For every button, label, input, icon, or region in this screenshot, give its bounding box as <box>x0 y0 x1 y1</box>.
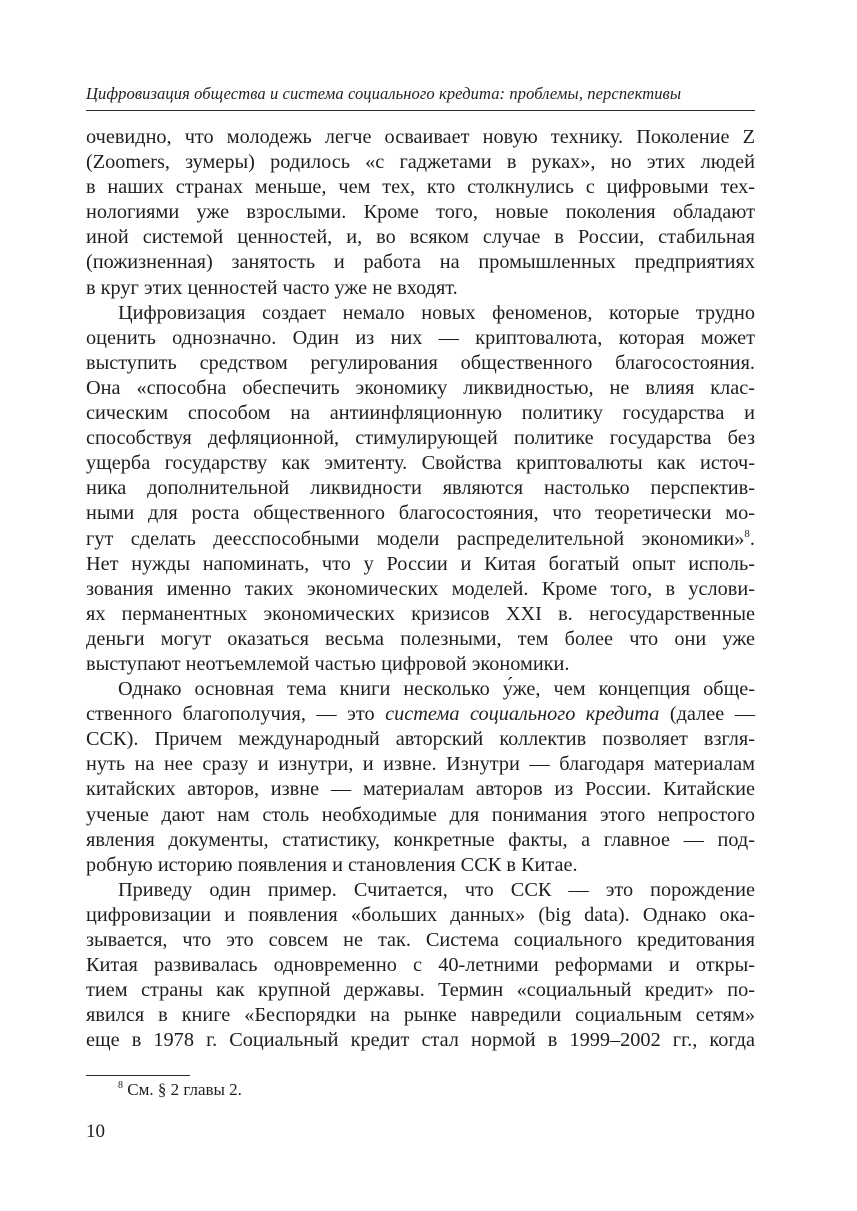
paragraph-1 <box>86 125 755 301</box>
text-line: ущерба государству как эмитенту. Свойства криптовалюты как источ- <box>86 452 755 475</box>
text-line: (Zoomers, зумеры) родилось «с гаджетами в руках», но этих людей <box>86 151 755 174</box>
text-line: явления документы, статистику, конкретные факты, а главное — под- <box>86 828 755 851</box>
text-line: Китая развивалась одновременно с 40-летними реформами и откры- <box>86 954 755 977</box>
text-segment: гут сделать деесспособными модели распределительной экономики» <box>86 527 745 550</box>
text-line: ными для роста общественного благосостояния, что теоретически мо- <box>86 502 755 525</box>
footnote-number: 8 <box>118 1080 123 1091</box>
text-line: ях перманентных экономических кризисов XXI в. негосударственные <box>86 602 755 625</box>
text-line: зования именно таких экономических моделей. Кроме того, в услови- <box>86 577 755 600</box>
footnote-rule <box>86 1075 190 1076</box>
text-line: иной системой ценностей, и, во всяком случае в России, стабильная <box>86 226 755 249</box>
paragraph-3 <box>86 677 755 878</box>
body-text <box>86 125 755 1053</box>
header-rule <box>86 110 755 111</box>
footnote-ref: 8 <box>744 527 750 540</box>
text-line: тием страны как крупной державы. Термин «социальный кредит» по- <box>86 979 755 1002</box>
text-line: в наших странах меньше, чем тех, кто столкнулись с цифровыми тех- <box>86 176 755 199</box>
text-line: нуть на нее сразу и изнутри, и извне. Изнутри — благодаря материалам <box>86 753 755 776</box>
paragraph-2 <box>86 301 755 677</box>
footnote <box>118 1079 242 1101</box>
text-line: оценить однозначно. Один из них — криптовалюта, которая может <box>86 326 755 349</box>
text-line: Она «способна обеспечить экономику ликвидностью, не влияя клас- <box>86 376 755 399</box>
text-segment: . <box>749 527 755 550</box>
text-line: Приведу один пример. Считается, что ССК — это порождение <box>118 878 755 901</box>
text-line: Нет нужды напоминать, что у России и Китая богатый опыт исполь- <box>86 552 755 575</box>
text-line: ника дополнительной ликвидности являются настолько перспектив- <box>86 477 755 500</box>
text-line: в круг этих ценностей часто уже не входят. <box>86 276 458 299</box>
text-segment: ственного благополучия, — это <box>86 703 375 726</box>
text-line: цифровизации и появления «больших данных» (big data). Однако ока- <box>86 903 755 926</box>
text-line: очевидно, что молодежь легче осваивает новую технику. Поколение Z <box>86 126 755 148</box>
text-segment: (далее — <box>659 703 755 726</box>
text-line: нологиями уже взрослыми. Кроме того, новые поколения обладают <box>86 201 755 224</box>
text-line: явился в книге «Беспорядки на рынке навредили социальным сетям» <box>86 1004 755 1027</box>
text-line: способствуя дефляционной, стимулирующей политике государства без <box>86 427 755 450</box>
text-line: робную историю появления и становления ССК в Китае. <box>86 853 578 876</box>
text-line: деньги могут оказаться весьма полезными, тем более что они уже <box>86 627 755 650</box>
text-line-with-emphasis <box>86 702 755 727</box>
running-head: Цифровизация общества и система социального кредита: проблемы, перспективы <box>86 84 682 103</box>
text-line: еще в 1978 г. Социальный кредит стал нормой в 1999–2002 гг., когда <box>86 1029 755 1052</box>
emphasis-text: система социального кредита <box>385 703 660 726</box>
text-line: выступить средством регулирования общественного благосостояния. <box>86 351 755 374</box>
text-line: китайских авторов, извне — материалам авторов из России. Китайские <box>86 778 755 801</box>
paragraph-4 <box>86 878 755 1054</box>
text-line: выступают неотъемлемой частью цифровой экономики. <box>86 652 570 675</box>
text-line-with-footnote-ref <box>86 527 755 552</box>
text-line: ССК). Причем международный авторский коллектив позволяет взгля- <box>86 728 755 751</box>
text-line: зывается, что это совсем не так. Система социального кредитования <box>86 929 755 951</box>
text-line: Однако основная тема книги несколько у́же, чем концепция обще- <box>118 678 755 701</box>
text-line: (пожизненная) занятость и работа на промышленных предприятиях <box>86 251 755 274</box>
text-line: ученые дают нам столь необходимые для понимания этого непростого <box>86 803 755 826</box>
footnote-text: См. § 2 главы 2. <box>127 1080 242 1099</box>
text-line: Цифровизация создает немало новых феноменов, которые трудно <box>118 301 755 324</box>
page-number: 10 <box>86 1121 105 1142</box>
text-line: сическим способом на антиинфляционную политику государства и <box>86 402 755 425</box>
